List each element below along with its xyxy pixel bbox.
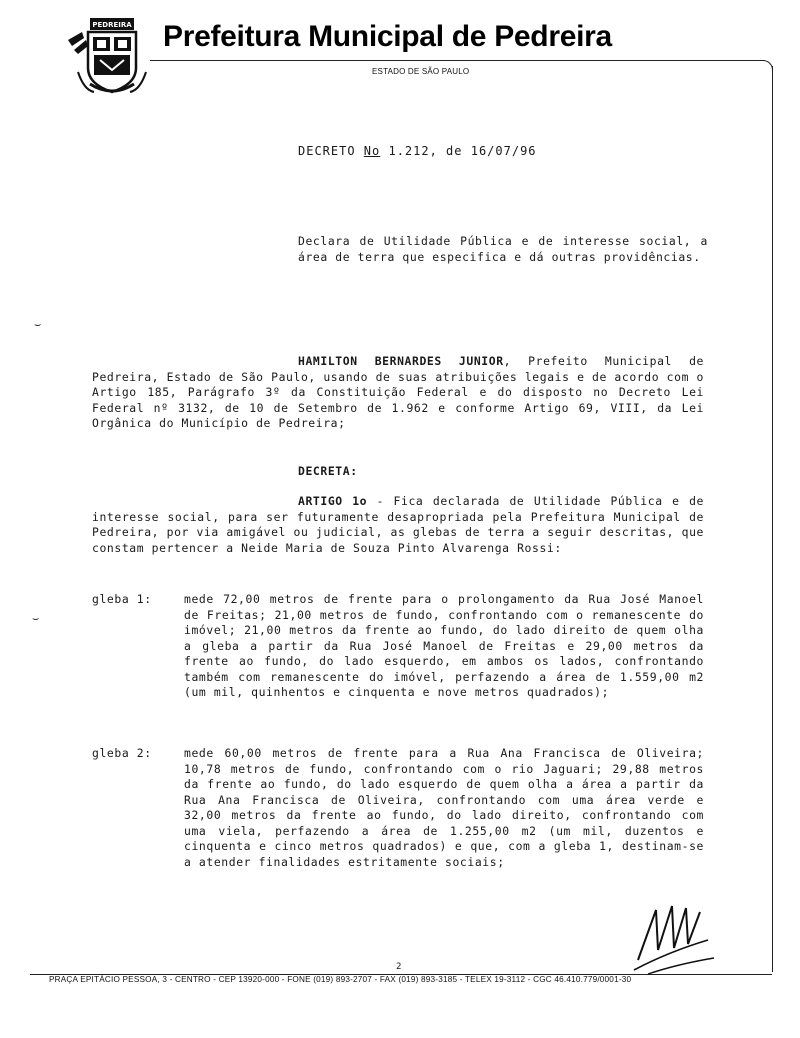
decree-ementa: Declara de Utilidade Pública e de interesse social, a área de terra que especifica e dá outras providências. [298, 234, 708, 264]
signature-mark [628, 900, 718, 980]
state-subtitle: ESTADO DE SÃO PAULO [372, 67, 470, 76]
preamble-text: , Prefeito Municipal de Pedreira, Estado de São Paulo, usando de suas atribuições legais e de acordo com o Artigo 185, Parágrafo 3º da Constituição Federal e do disposto no Decreto Lei Federal nº 3132, de 10 de Setembro de 1.962 e conforme Artigo 69, VIII, da Lei Orgânica do Município de Pedreira; [92, 354, 704, 430]
margin-mark-1: ⌣ [34, 318, 42, 331]
frame-right-line [772, 66, 773, 972]
crest-text: PEDREIRA [92, 21, 132, 29]
gleba-2-text: mede 60,00 metros de frente para a Rua Ana Francisca de Oliveira; 10,78 metros de fundo, confrontando com o rio Jaguari; 29,88 metros da frente ao fundo, do lado esquerdo de quem olha a área a partir da Rua Ana Francisca de Oliveira, confrontando com uma área verde e 32,00 metros da frente ao fundo, do lado direito, confrontando com uma viela, perfazendo a área de 1.255,00 m2 (um mil, duzentos e cinquenta e cinco metros quadrados) e que, com a gleba 1, destinam-se a atender finalidades estritamente sociais; [184, 746, 704, 869]
decreta-heading: DECRETA: [298, 464, 358, 478]
article-1-label: ARTIGO 1o [298, 494, 368, 508]
page-mark: 2 [396, 962, 403, 972]
heading-rest: 1.212, de 16/07/96 [380, 144, 537, 158]
footer-address: PRAÇA EPITÁCIO PESSOA, 3 - CENTRO - CEP 13920-000 - FONE (019) 893-2707 - FAX (019) 893-3185 - TELEX 19-3112 - CGC 46.410.779/0001-30 [45, 975, 778, 984]
preamble-name: HAMILTON BERNARDES JUNIOR [298, 354, 504, 368]
institution-title: Prefeitura Municipal de Pedreira [163, 20, 612, 53]
gleba-1-label: gleba 1: [92, 592, 152, 606]
margin-mark-2: ⌣ [32, 612, 40, 625]
heading-number-label: No [363, 144, 381, 158]
preamble-paragraph [92, 354, 704, 432]
heading-prefix: DECRETO [298, 144, 364, 158]
coat-of-arms-logo [60, 10, 155, 98]
frame-top-line [150, 60, 765, 61]
article-1-paragraph [92, 494, 704, 556]
gleba-2-label: gleba 2: [92, 746, 152, 760]
gleba-1-text: mede 72,00 metros de frente para o prolongamento da Rua José Manoel de Freitas; 21,00 metros de fundo, confrontando com o remanescente do imóvel; 21,00 metros da frente ao fundo, do lado direito de quem olha a gleba a partir da Rua José Manoel de Freitas e 29,00 metros da frente ao fundo, do lado esquerdo, em ambos os lados, confrontando também com remanescente do imóvel, perfazendo a área de 1.559,00 m2 (um mil, quinhentos e cinquenta e nove metros quadrados); [184, 592, 704, 699]
article-1-text: - Fica declarada de Utilidade Pública e de interesse social, para ser futuramente desapropriada pela Prefeitura Municipal de Pedreira, por via amigável ou judicial, as glebas de terra a seguir descritas, que constam pertencer a Neide Maria de Souza Pinto Alvarenga Rossi: [92, 494, 704, 555]
decree-heading [298, 144, 537, 158]
